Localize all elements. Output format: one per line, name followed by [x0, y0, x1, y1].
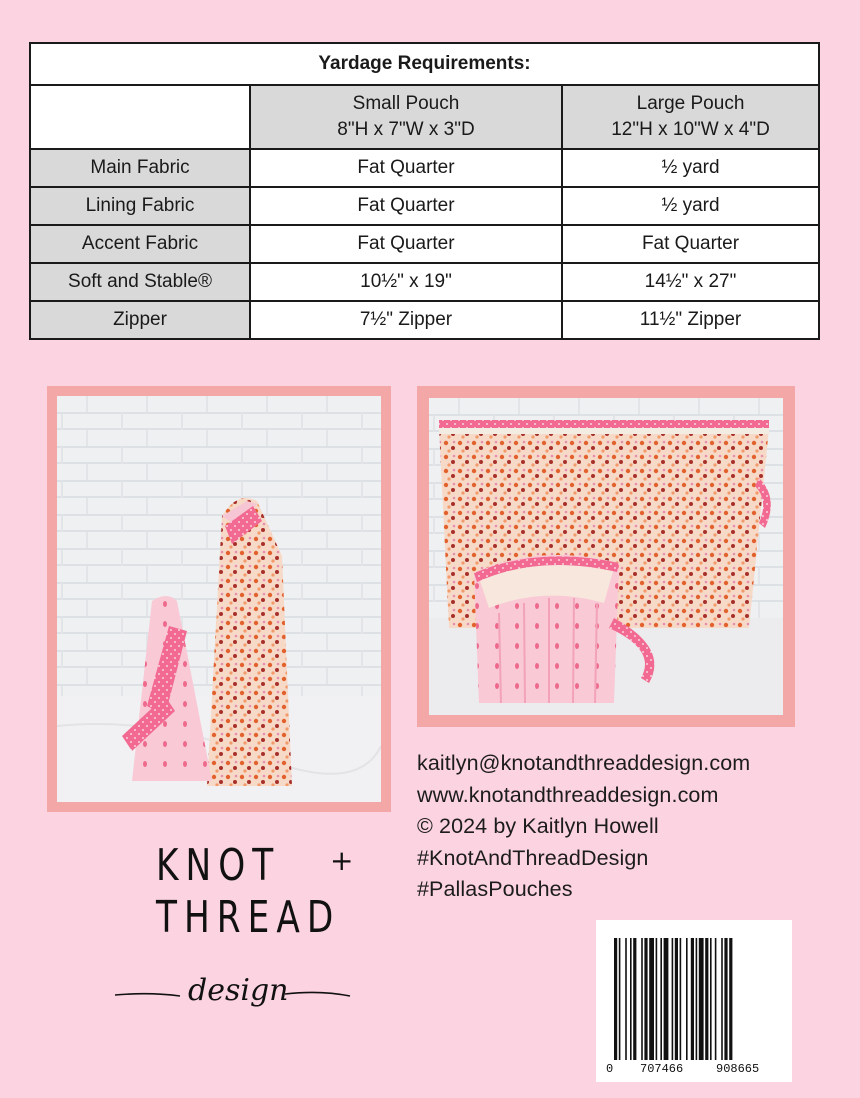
barcode-bar — [644, 938, 647, 1060]
barcode-bar — [696, 938, 698, 1060]
column-header-small — [250, 85, 562, 149]
barcode-digit-left: 0 — [606, 1062, 614, 1076]
row-label: Lining Fabric — [30, 187, 250, 225]
pouches-front-photo — [429, 398, 783, 715]
barcode-bar — [724, 938, 727, 1060]
barcode-bar — [680, 938, 682, 1060]
column-name: Small Pouch — [352, 93, 460, 114]
table-row — [30, 263, 819, 301]
website-link[interactable]: www.knotandthreaddesign.com — [417, 782, 719, 807]
cell-large: Fat Quarter — [562, 225, 819, 263]
barcode-bar — [625, 938, 627, 1060]
barcode-bar — [641, 938, 643, 1060]
column-size: 8"H x 7"W x 3"D — [337, 119, 475, 140]
table-row — [30, 149, 819, 187]
cell-small: Fat Quarter — [250, 187, 562, 225]
column-size: 12"H x 10"W x 4"D — [611, 119, 770, 140]
barcode-group-1: 707466 — [640, 1062, 684, 1076]
barcode-bar — [705, 938, 708, 1060]
cell-small: 10½" x 19" — [250, 263, 562, 301]
barcode-bar — [686, 938, 688, 1060]
contact-info — [417, 748, 750, 906]
table-row — [30, 187, 819, 225]
table-row — [30, 301, 819, 339]
logo-plus: + — [330, 844, 354, 877]
barcode — [596, 920, 792, 1082]
brand-logo — [110, 840, 360, 1030]
row-label: Main Fabric — [30, 149, 250, 187]
barcode-bar — [656, 938, 658, 1060]
row-label: Soft and Stable® — [30, 263, 250, 301]
barcode-bar — [619, 938, 621, 1060]
barcode-bar — [675, 938, 678, 1060]
yardage-table — [29, 42, 820, 340]
barcode-bars — [614, 938, 774, 1060]
barcode-bar — [664, 938, 669, 1060]
barcode-bar — [614, 938, 617, 1060]
barcode-bar — [660, 938, 662, 1060]
barcode-bar — [715, 938, 717, 1060]
barcode-group-2: 908665 — [716, 1062, 760, 1076]
photo-frame-left — [47, 386, 391, 812]
table-title: Yardage Requirements: — [30, 43, 819, 85]
cell-large: 14½" x 27" — [562, 263, 819, 301]
cell-small: Fat Quarter — [250, 149, 562, 187]
barcode-bar — [699, 938, 704, 1060]
barcode-bar — [633, 938, 636, 1060]
cell-large: ½ yard — [562, 187, 819, 225]
email-link[interactable]: kaitlyn@knotandthreaddesign.com — [417, 751, 751, 775]
table-corner-cell — [30, 85, 250, 149]
barcode-bar — [729, 938, 732, 1060]
row-label: Accent Fabric — [30, 225, 250, 263]
barcode-bar — [710, 938, 712, 1060]
cell-large: 11½" Zipper — [562, 301, 819, 339]
barcode-bar — [691, 938, 694, 1060]
barcode-bar — [672, 938, 674, 1060]
photo-frame-right — [417, 386, 795, 727]
copyright-text: © 2024 by Kaitlyn Howell — [417, 814, 659, 838]
hashtag-brand: #KnotAndThreadDesign — [417, 845, 649, 870]
cell-small: Fat Quarter — [250, 225, 562, 263]
table-row — [30, 225, 819, 263]
barcode-bar — [721, 938, 723, 1060]
cell-small: 7½" Zipper — [250, 301, 562, 339]
row-label: Zipper — [30, 301, 250, 339]
logo-script-design — [110, 950, 360, 1030]
hashtag-pattern: #PallasPouches — [417, 877, 573, 901]
logo-line-thread: THREAD — [156, 892, 341, 943]
pouches-side-photo — [57, 396, 381, 802]
barcode-bar — [649, 938, 654, 1060]
logo-line-knot: KNOT — [156, 840, 281, 891]
cell-large: ½ yard — [562, 149, 819, 187]
logo-script-text: design — [188, 973, 289, 1008]
column-header-large — [562, 85, 819, 149]
barcode-bar — [630, 938, 632, 1060]
column-name: Large Pouch — [636, 93, 745, 114]
